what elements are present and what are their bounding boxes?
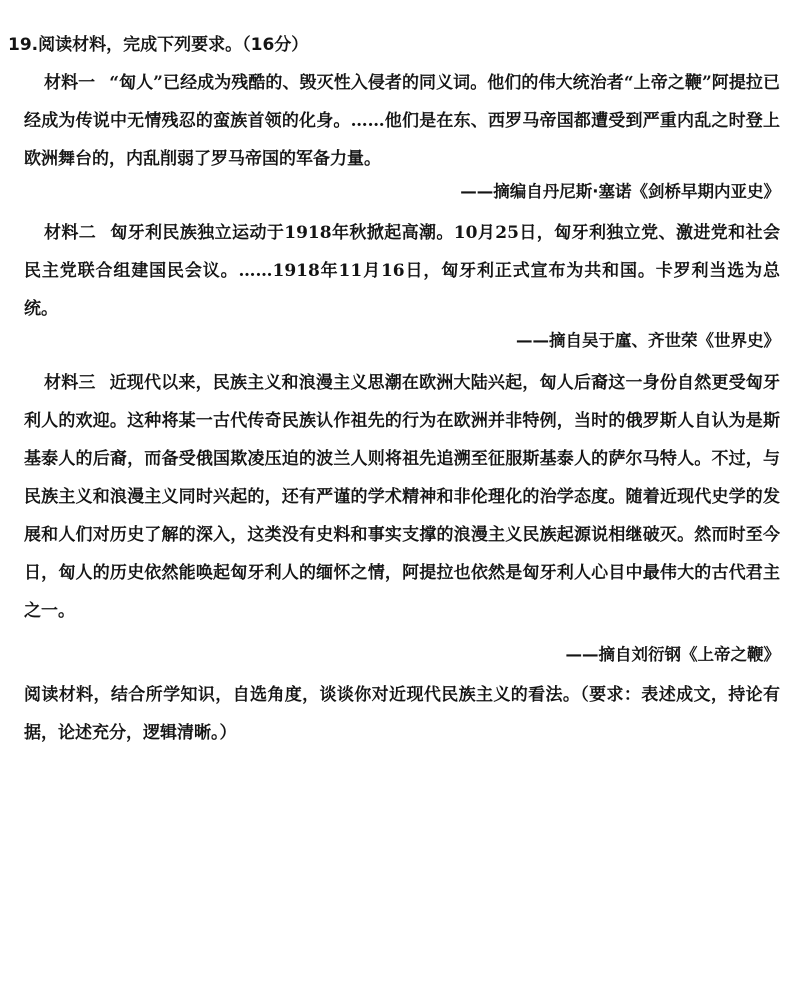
material-one-source: ——摘编自丹尼斯·塞诺《剑桥早期内亚史》 — [460, 182, 780, 201]
question-title: 19.阅读材料，完成下列要求。（16分） — [8, 35, 309, 55]
material-one-text: “匈人”已经成为残酷的、毁灭性入侵者的同义词。他们的伟大统治者“上帝之鞭”阿提拉已经成为传说中无情残忍的蛮族首领的化身。……他们是在东、西罗马帝国都遭受到严重内乱之时登上欧洲舞台的，内乱削弱了罗马帝国的军备力量。 — [24, 73, 780, 169]
material-two-text: 匈牙利民族独立运动于1918年秋掀起高潮。10月25日，匈牙利独立党、激进党和社会民主党联合组建国民会议。……1918年11月16日，匈牙利正式宣布为共和国。卡罗利当选为总统。 — [24, 223, 780, 319]
material-two-source: ——摘自吴于廑、齐世荣《世界史》 — [516, 331, 780, 350]
material-three-text: 近现代以来，民族主义和浪漫主义思潮在欧洲大陆兴起，匈人后裔这一身份自然更受匈牙利人的欢迎。这种将某一古代传奇民族认作祖先的行为在欧洲并非特例，当时的俄罗斯人自认为是斯基泰人的后裔，而备受俄国欺凌压迫的波兰人则将祖先追溯至征服斯基泰人的萨尔马特人。不过，与民族主义和浪漫主义同时兴起的，还有严谨的学术精神和非伦理化的治学态度。随着近现代史学的发展和人们对历史了解的深入，这类没有史料和事实支撑的浪漫主义民族起源说相继破灭。然而时至今日，匈人的历史依然能唤起匈牙利人的缅怀之情，阿提拉也依然是匈牙利人心目中最伟大的古代君主之一。 — [24, 373, 781, 621]
material-one — [24, 64, 780, 178]
material-three — [24, 364, 781, 630]
material-two — [24, 214, 780, 328]
material-two-label: 材料二 — [44, 223, 97, 243]
material-three-source: ——摘自刘衍钢《上帝之鞭》 — [565, 645, 780, 664]
material-one-label: 材料一 — [44, 73, 96, 93]
task-prompt: 阅读材料，结合所学知识，自选角度，谈谈你对近现代民族主义的看法。（要求：表述成文，持论有据，论述充分，逻辑清晰。） — [24, 685, 780, 743]
material-three-label: 材料三 — [44, 373, 96, 393]
